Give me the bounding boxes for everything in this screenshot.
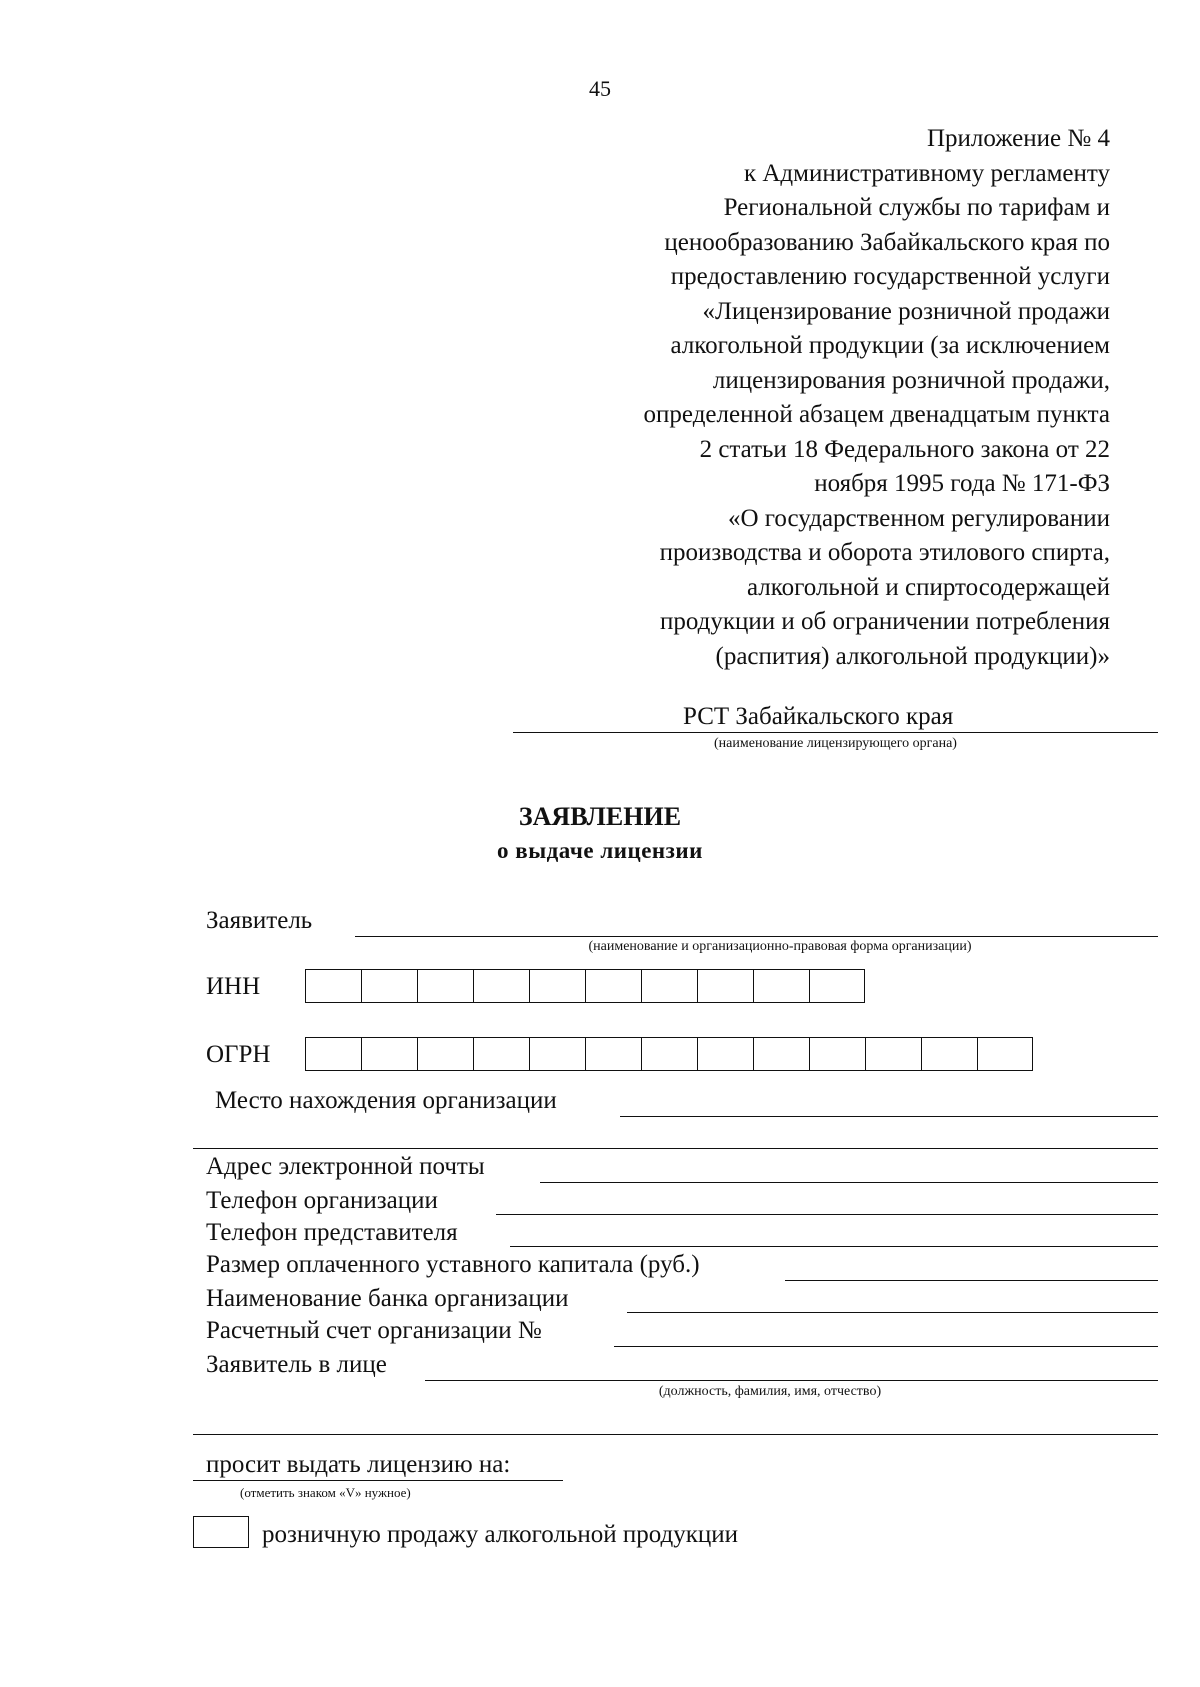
- retail-sale-option-label: розничную продажу алкогольной продукции: [262, 1521, 739, 1548]
- appendix-line: «О государственном регулировании: [727, 504, 1110, 532]
- appendix-line: лицензирования розничной продажи,: [712, 366, 1110, 394]
- ogrn-cell[interactable]: [585, 1037, 641, 1071]
- ogrn-cells[interactable]: [305, 1037, 1033, 1071]
- inn-cell[interactable]: [417, 969, 473, 1003]
- request-underline: [193, 1480, 563, 1481]
- page-number: 45: [589, 76, 611, 101]
- appendix-line: продукции и об ограничении потребления: [660, 608, 1110, 635]
- appendix-line: предоставлению государственной услуги: [670, 263, 1110, 290]
- appendix-line: Приложение № 4: [926, 125, 1110, 152]
- capital-label: Размер оплаченного уставного капитала (руб.): [206, 1251, 700, 1278]
- bank-label: Наименование банка организации: [206, 1285, 569, 1312]
- ogrn-cell[interactable]: [809, 1037, 865, 1071]
- inn-cell[interactable]: [473, 969, 529, 1003]
- document-subtitle: о выдаче лицензии: [497, 838, 703, 863]
- bank-field[interactable]: [627, 1312, 1158, 1313]
- licensing-body-caption: (наименование лицензирующего органа): [714, 736, 957, 751]
- appendix-line: к Административному регламенту: [743, 159, 1110, 187]
- applicant-field[interactable]: [355, 936, 1158, 937]
- request-caption: (отметить знаком «V» нужное): [240, 1485, 411, 1500]
- inn-cell[interactable]: [641, 969, 697, 1003]
- ogrn-cell[interactable]: [417, 1037, 473, 1071]
- account-field[interactable]: [614, 1346, 1158, 1347]
- location-field[interactable]: [620, 1116, 1158, 1117]
- appendix-line: ноября 1995 года № 171-ФЗ: [814, 470, 1110, 497]
- rep-phone-label: Телефон представителя: [206, 1219, 458, 1246]
- inn-cell[interactable]: [305, 969, 361, 1003]
- licensing-body-block: [513, 702, 1158, 753]
- appendix-line: (распития) алкогольной продукции)»: [715, 642, 1110, 670]
- appendix-header: [490, 122, 1110, 674]
- represented-caption: (должность, фамилия, имя, отчество): [658, 1384, 882, 1399]
- ogrn-cell[interactable]: [697, 1037, 753, 1071]
- ogrn-cell[interactable]: [473, 1037, 529, 1071]
- represented-field-continued[interactable]: [193, 1434, 1158, 1435]
- represented-field[interactable]: [425, 1380, 1158, 1381]
- licensing-body-name[interactable]: РСТ Забайкальского края: [513, 702, 1158, 733]
- inn-cell[interactable]: [361, 969, 417, 1003]
- retail-sale-checkbox[interactable]: [193, 1516, 249, 1548]
- appendix-line: алкогольной продукции (за исключением: [670, 332, 1110, 359]
- ogrn-cell[interactable]: [977, 1037, 1033, 1071]
- ogrn-cell[interactable]: [641, 1037, 697, 1071]
- email-field[interactable]: [540, 1182, 1158, 1183]
- appendix-line: производства и оборота этилового спирта,: [659, 539, 1110, 566]
- ogrn-cell[interactable]: [865, 1037, 921, 1071]
- account-label: Расчетный счет организации №: [206, 1317, 542, 1344]
- appendix-line: «Лицензирование розничной продажи: [702, 297, 1110, 325]
- ogrn-cell[interactable]: [361, 1037, 417, 1071]
- applicant-label: Заявитель: [206, 907, 313, 934]
- appendix-line: ценообразованию Забайкальского края по: [664, 228, 1110, 256]
- inn-cell[interactable]: [753, 969, 809, 1003]
- inn-cell[interactable]: [809, 969, 865, 1003]
- inn-cell[interactable]: [529, 969, 585, 1003]
- ogrn-label: ОГРН: [206, 1041, 271, 1068]
- inn-cell[interactable]: [585, 969, 641, 1003]
- represented-label: Заявитель в лице: [206, 1351, 387, 1378]
- inn-cells[interactable]: [305, 969, 865, 1003]
- capital-field[interactable]: [785, 1280, 1158, 1281]
- org-phone-field[interactable]: [496, 1214, 1158, 1215]
- rep-phone-field[interactable]: [510, 1246, 1158, 1247]
- inn-cell[interactable]: [697, 969, 753, 1003]
- email-label: Адрес электронной почты: [206, 1153, 485, 1180]
- location-field-continued[interactable]: [193, 1148, 1158, 1149]
- document-title: ЗАЯВЛЕНИЕ: [518, 802, 682, 831]
- ogrn-cell[interactable]: [921, 1037, 977, 1071]
- request-label: просит выдать лицензию на:: [206, 1451, 511, 1478]
- appendix-line: определенной абзацем двенадцатым пункта: [643, 401, 1110, 428]
- ogrn-cell[interactable]: [305, 1037, 361, 1071]
- appendix-line: 2 статьи 18 Федерального закона от 22: [699, 435, 1110, 463]
- appendix-line: Региональной службы по тарифам и: [723, 194, 1110, 221]
- location-label: Место нахождения организации: [215, 1087, 557, 1114]
- ogrn-cell[interactable]: [529, 1037, 585, 1071]
- appendix-line: алкогольной и спиртосодержащей: [746, 573, 1110, 601]
- inn-label: ИНН: [206, 973, 261, 1000]
- org-phone-label: Телефон организации: [206, 1187, 438, 1214]
- ogrn-cell[interactable]: [753, 1037, 809, 1071]
- applicant-caption: (наименование и организационно-правовая форма организации): [588, 939, 972, 954]
